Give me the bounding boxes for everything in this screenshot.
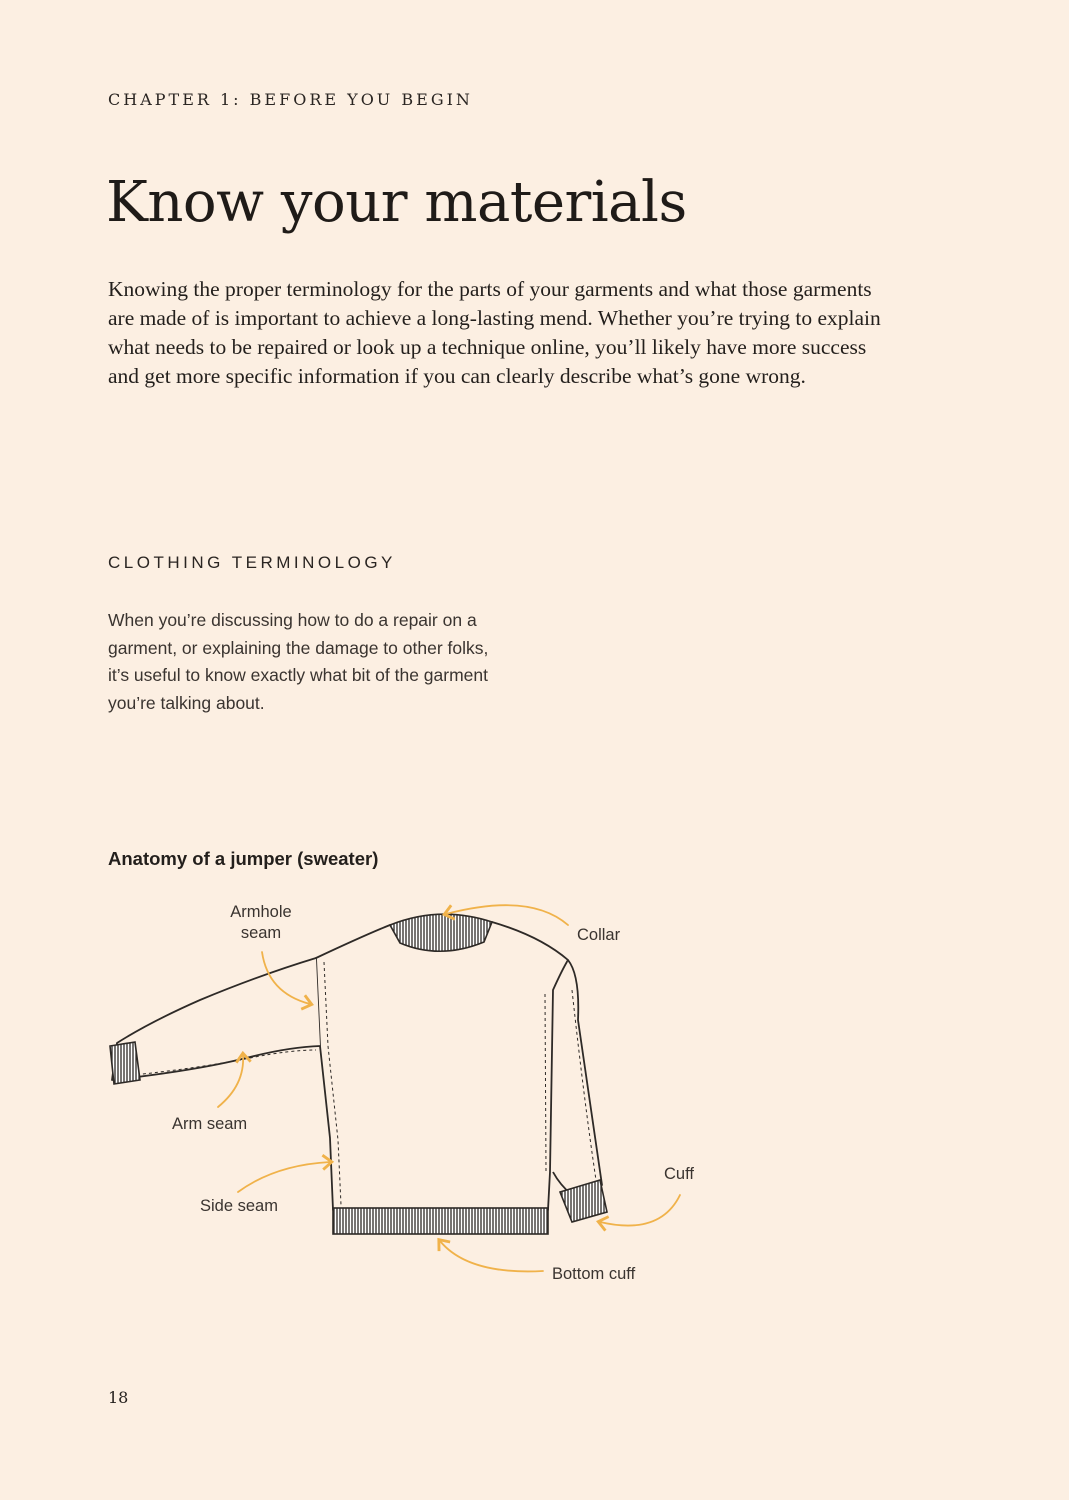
left-cuff-rib <box>110 1042 140 1084</box>
left-sleeve <box>112 958 320 1080</box>
jumper-outline <box>112 922 602 1210</box>
label-armhole-seam <box>218 902 304 944</box>
jumper-body <box>316 922 568 1210</box>
label-arm-seam: Arm seam <box>172 1115 248 1133</box>
intro-paragraph: Knowing the proper terminology for the parts of your garments and what those garments are made of is important to achieve a long-lasting mend. Whether you’re trying to explain what needs to be repaired or look up a technique online, you’ll likely have more success and get more specific information if you can clearly describe what’s gone wrong. <box>108 277 881 388</box>
page-title: Know your materials <box>106 170 687 235</box>
label-armhole-line1: Armhole <box>230 903 292 921</box>
side-seam-arrow <box>238 1162 330 1192</box>
label-side-seam: Side seam <box>200 1197 278 1215</box>
right-sleeve <box>553 960 602 1195</box>
section-heading: CLOTHING TERMINOLOGY <box>108 553 396 572</box>
label-bottom-cuff: Bottom cuff <box>552 1265 636 1283</box>
diagram-title: Anatomy of a jumper (sweater) <box>108 848 379 869</box>
bottom-cuff-rib <box>333 1208 548 1234</box>
bottom-cuff-arrow <box>440 1241 543 1271</box>
label-armhole-line2: seam <box>240 924 282 942</box>
label-collar: Collar <box>577 926 621 944</box>
label-cuff: Cuff <box>664 1165 694 1183</box>
chapter-heading: CHAPTER 1: BEFORE YOU BEGIN <box>108 90 473 109</box>
section-paragraph: When you’re discussing how to do a repair on a garment, or explaining the damage to other folks, it’s useful to know exactly what bit of the garment you’re talking about. <box>108 610 489 713</box>
page-number: 18 <box>108 1388 129 1407</box>
cuff-arrow <box>600 1195 680 1226</box>
